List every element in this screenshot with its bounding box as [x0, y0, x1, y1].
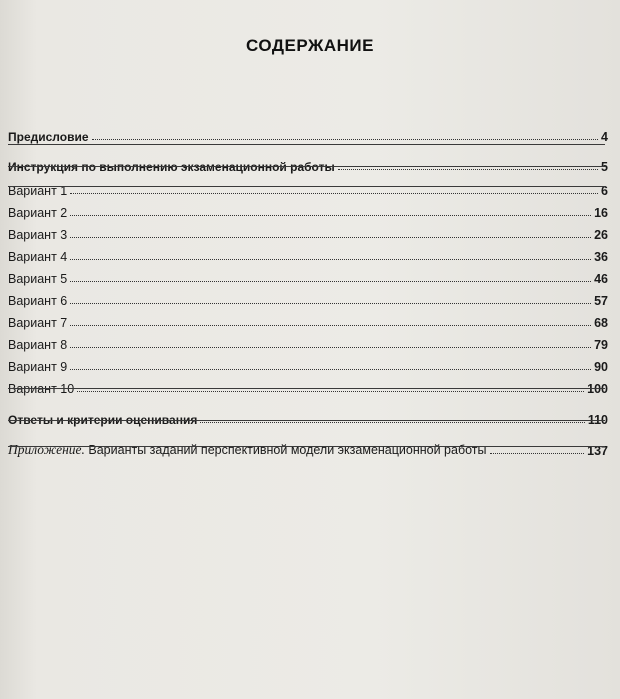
dot-leader: [338, 169, 598, 170]
dot-leader: [200, 422, 585, 423]
toc-entry-instructions[interactable]: [8, 152, 608, 174]
toc-entry-variant-6[interactable]: [8, 286, 608, 308]
toc-entry-answers[interactable]: [8, 405, 608, 427]
toc-entry-variant-4[interactable]: [8, 242, 608, 264]
divider-before-variants: [8, 186, 605, 187]
table-of-contents: [8, 122, 608, 458]
toc-entry-label: Вариант 7: [8, 316, 68, 330]
toc-entry-label: Вариант 8: [8, 338, 68, 352]
dot-leader: [70, 237, 591, 238]
divider-after-variants: [8, 388, 605, 389]
toc-entry-page: 137: [587, 444, 608, 458]
toc-entry-variant-8[interactable]: [8, 330, 608, 352]
toc-entry-label: Вариант 6: [8, 294, 68, 308]
dot-leader: [70, 369, 591, 370]
toc-entry-page: 110: [587, 413, 608, 427]
toc-entry-page: 100: [587, 382, 608, 396]
toc-entry-page: 16: [594, 206, 608, 220]
toc-entry-page: 57: [594, 294, 608, 308]
toc-entry-label: [8, 442, 490, 458]
toc-entry-page: 68: [594, 316, 608, 330]
divider-after-answers: [8, 420, 605, 421]
dot-leader: [70, 325, 591, 326]
toc-entry-variant-2[interactable]: [8, 198, 608, 220]
toc-entry-variant-7[interactable]: [8, 308, 608, 330]
page-title: СОДЕРЖАНИЕ: [246, 36, 374, 55]
dot-leader: [70, 281, 591, 282]
divider-after-instructions: [8, 166, 605, 167]
toc-entry-page: 46: [594, 272, 608, 286]
toc-entry-label: Инструкция по выполнению экзаменационной работы: [8, 160, 335, 174]
toc-entry-label: Вариант 1: [8, 184, 68, 198]
appendix-title: Варианты заданий перспективной модели экзаменационной работы: [88, 443, 487, 457]
appendix-prefix: Приложение.: [8, 442, 85, 457]
toc-entry-preface[interactable]: [8, 122, 608, 144]
toc-entry-label: Вариант 10: [8, 382, 75, 396]
toc-entry-page: 90: [594, 360, 608, 374]
toc-entry-label: Вариант 5: [8, 272, 68, 286]
dot-leader: [70, 215, 591, 216]
dot-leader: [70, 347, 591, 348]
toc-entry-page: 26: [594, 228, 608, 242]
divider-after-appendix: [8, 446, 605, 447]
toc-entry-variant-3[interactable]: [8, 220, 608, 242]
toc-entry-variant-9[interactable]: [8, 352, 608, 374]
toc-entry-label: Ответы и критерии оценивания: [8, 413, 198, 427]
toc-entry-page: 79: [594, 338, 608, 352]
toc-entry-label: Вариант 9: [8, 360, 68, 374]
dot-leader: [70, 259, 591, 260]
dot-leader: [92, 139, 599, 140]
dot-leader: [70, 303, 591, 304]
toc-entry-label: Вариант 4: [8, 250, 68, 264]
dot-leader: [70, 193, 598, 194]
toc-entry-page: 5: [601, 160, 608, 174]
toc-entry-label: Вариант 2: [8, 206, 68, 220]
dot-leader: [77, 391, 584, 392]
toc-entry-variant-10[interactable]: [8, 374, 608, 396]
toc-entry-page: 4: [601, 130, 608, 144]
toc-entry-page: 36: [594, 250, 608, 264]
toc-entry-label: Вариант 3: [8, 228, 68, 242]
toc-entry-page: 6: [601, 184, 608, 198]
dot-leader: [490, 453, 585, 454]
toc-entry-appendix[interactable]: [8, 436, 608, 458]
toc-entry-variant-1[interactable]: [8, 176, 608, 198]
toc-entry-variant-5[interactable]: [8, 264, 608, 286]
toc-entry-label: Предисловие: [8, 130, 89, 144]
